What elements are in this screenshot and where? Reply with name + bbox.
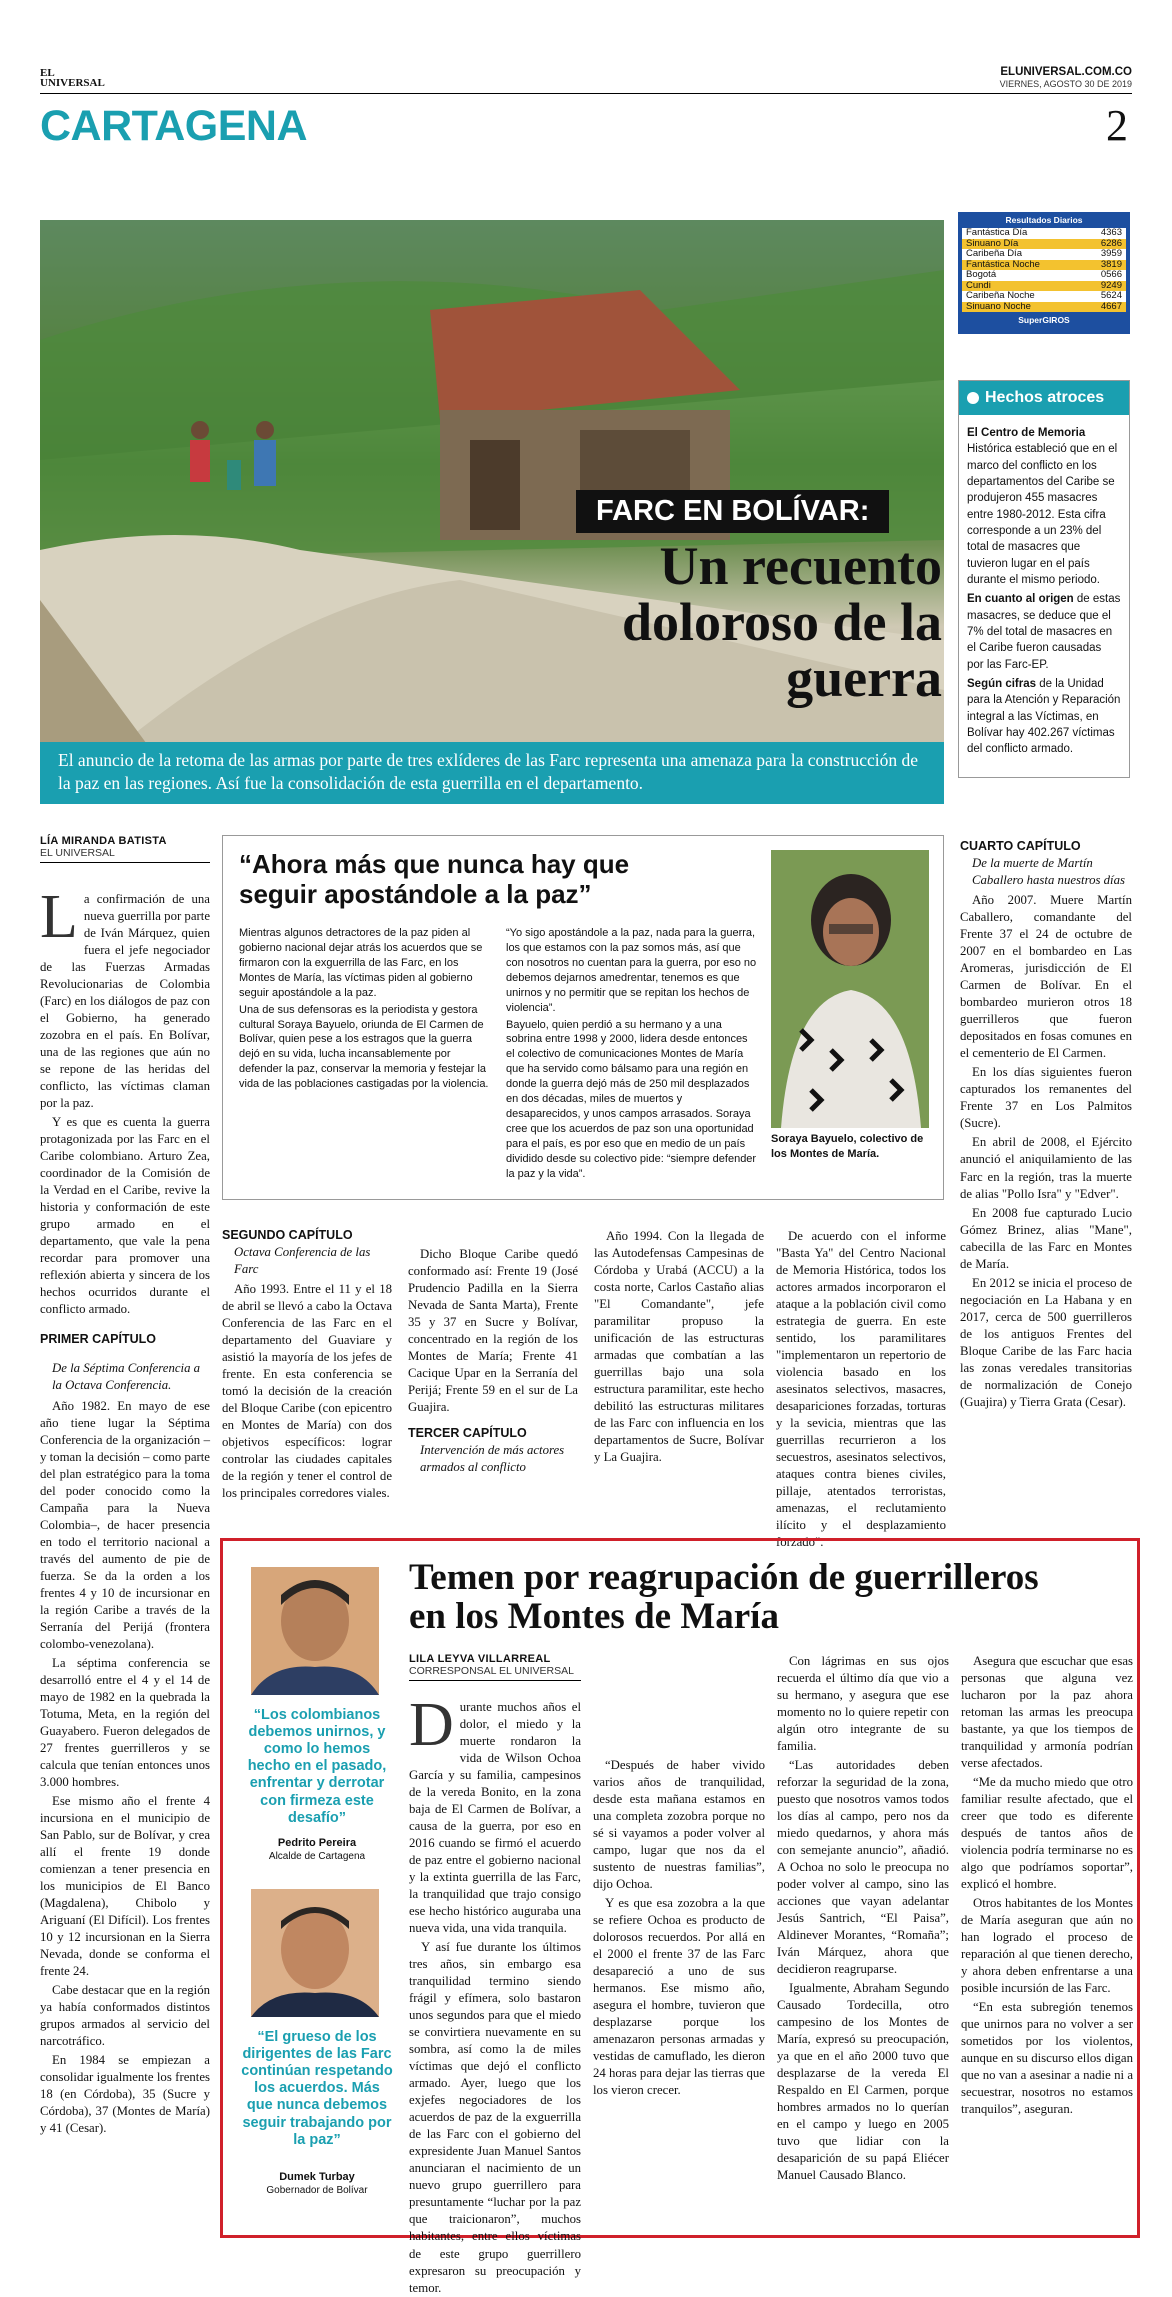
second-author: LILA LEYVA VILLARREAL	[409, 1653, 551, 1665]
masthead	[40, 64, 1132, 94]
s1-sub: De la Séptima Conferencia a la Octava Conferencia.	[52, 1361, 201, 1393]
quote-2-name: Dumek Turbay	[279, 2171, 355, 2183]
second-p5: Con lágrimas en sus ojos recuerda el último día que vio a su hermano, y asegura que ese momento no lo quiere repetir con algún otro integrante de su familia.	[777, 1654, 949, 1754]
second-col-3	[777, 1653, 949, 2233]
main-p5: Ese mismo año el frente 4 incursiona en el municipio de San Pablo, sur de Bolívar, y crea allí el frente 19 donde comienzan a tener presencia en los municipios de El Banco (Magdalena), Chibolo y Ariguaní (El Difícil). Los frentes 10 y 12 incursionan en la Sierra Nevada, donde se conforma el frente 24.	[40, 1794, 210, 1979]
main-article-col-6	[960, 835, 1132, 1530]
main-p6: Cabe destacar que en la región ya había conformados distintos grupos armados al servicio del narcotráfico.	[40, 1983, 210, 2049]
sidebar-header	[959, 381, 1129, 415]
portrait-man-1-illustration	[251, 1567, 379, 1695]
lottery-value: 9249	[1100, 279, 1122, 291]
s1-title: PRIMER CAPÍTULO	[40, 1332, 156, 1347]
lottery-row	[962, 291, 1126, 302]
quote-2-role: Gobernador de Bolívar	[266, 2185, 368, 2196]
section-title: CARTAGENA	[40, 102, 308, 150]
lottery-row	[962, 302, 1126, 313]
site-url[interactable]: ELUNIVERSAL.COM.CO	[1000, 66, 1132, 78]
main-p11: De acuerdo con el informe "Basta Ya" del Centro Nacional de Memoria Histórica, todos los actores armados incorporaron el ataque a la población civil como estrategia de guerra. En este sentido, los paramilitares "implementaron un repertorio de violencia basado en los asesinatos selectivos, masacres, desapariciones forzadas, torturas y la sevicia, mientras que las guerrillas recurrieron a los secuestros, asesinatos selectivos, ataques contra bienes civiles, pillaje, atentados terroristas, amenazas, el reclutamiento ilícito y el desplazamiento forzado".	[776, 1229, 946, 1550]
portrait-pereira	[251, 1567, 379, 1695]
lottery-value: 4363	[1100, 227, 1122, 238]
sidebar-box	[958, 380, 1130, 778]
main-article-col-2	[222, 1228, 392, 1528]
second-article-box	[220, 1538, 1140, 2295]
interview-c2b: Bayuelo, quien perdió a su hermano y a una sobrina entre 1998 y 2000, lidera desde entonces el colectivo de comunicaciones Montes de María que ha servido como bálsamo para una región en donde la guerra dejó más de 250 mil desplazados en dos décadas, miles de muertos y desaparecidos, y unos campos arrasados. Soraya cree que los acuerdos de paz son una oportunidad para el país, es por eso que en medio de un país dividido desde su colectivo pide: “siempre defender la paz y la vida”.	[506, 1018, 757, 1181]
page-number: 2	[1106, 101, 1128, 150]
hero-headline: Un recuento doloroso de la guerra	[621, 536, 942, 709]
main-p7: En 1984 se empiezan a consolidar igualmente los frentes 18 (en Córdoba), 35 (Sucre y Córdoba), 37 (Montes de María) y 41 (Cesar).	[40, 2053, 210, 2136]
s4-sub: De la muerte de Martín Caballero hasta nuestros días	[972, 856, 1125, 887]
newspaper-logo[interactable]: EL UNIVERSAL	[40, 67, 105, 89]
second-p7: Igualmente, Abraham Segundo Causado Tordecilla, otro campesino de los Montes de María, expresó su preocupación, ya que en el año 2000 tuvo que desplazarse de la vereda El Respaldo en El Carmen, porque hombres armados no lo querían en el campo y luego en 2005 tuvo que lidiar con la desaparición de su papá Eliécer Manuel Causado Blanco.	[777, 1981, 949, 2183]
portrait-man-2-illustration	[251, 1889, 379, 2017]
lottery-name: Fantástica Noche	[966, 258, 1040, 270]
quote-1: “Los colombianos debemos unirnos, y como lo hemos hecho en el pasado, enfrentar y derrotar con firmeza este desafío”	[247, 1707, 387, 1826]
s4-title: CUARTO CAPÍTULO	[960, 839, 1081, 853]
sidebar-p1: Histórica estableció que en el marco del conflicto en los departamentos del Caribe se produjeron 455 masacres entre 1980-2012. Esta cifra corresponde a un 23% del total de masacres que tuvieron lugar en el país durante el mismo periodo.	[967, 443, 1118, 586]
main-p1: a confirmación de una nueva guerrilla por parte de Iván Márquez, quien fuera el jefe negociador de las Fuerzas Armadas Revolucionarias de Colombia (Farc) en los diálogos de paz con el Gobierno, ha generado zozobra en el país. En Bolívar, una de las regiones que aún no se repone de las heridas del conflicto, las víctimas claman por la paz.	[40, 892, 211, 1111]
lottery-row	[962, 228, 1126, 239]
second-p1: urante muchos años el dolor, el miedo y la muerte rondaron la vida de Wilson Ochoa García y su familia, campesinos de la vereda Bonito, en la zona baja de El Carmen de Bolívar, a causa de la guerra, por eso en 2016 cuando se firmó el acuerdo de paz entre el gobierno nacional y la extinta guerrilla de las Farc, la tranquilidad que trajo consigo ese hecho histórico auguraba una nueva vida, una vida tranquila.	[409, 1700, 581, 1936]
main-p8: Año 1993. Entre el 11 y el 18 de abril se llevó a cabo la Octava Conferencia de las Farc en el departamento del Guaviare y asistió la mayoría de los jefes de frente. En esta conferencia se tomó la decisión de la creación del Bloque Caribe (con epicentro en Montes de María) con dos objetivos específicos: lograr controlar las ciudades capitales de la región y tener el control de los principales corredores viales.	[222, 1282, 392, 1501]
second-dropcap: D	[409, 1691, 454, 1759]
second-p9: “Me da mucho miedo que otro familiar resulte afectado, que el creer que todo es diferente después de tantos años de violencia podría terminarse no es algo que podríamos soportar”, explicó el hombre.	[961, 1775, 1133, 1892]
lottery-row	[962, 249, 1126, 260]
second-p8: Asegura que escuchar que esas personas que alguna vez lucharon por la paz ahora retoman las armas les preocupa bastante, ya que los tiempos de tranquilidad y armonía podrían verse afectados.	[961, 1654, 1133, 1771]
main-p9: Dicho Bloque Caribe quedó conformado así: Frente 19 (José Prudencio Padilla en la Sierra Nevada de Santa Marta), Frente 35 y 37 en Sucre y Bolívar, concentrado en la región de los Montes de María; Frente 41 Cacique Upar en la Serranía del Perijá; Frente 59 en el sur de La Guajira.	[408, 1247, 578, 1415]
quote-1-name: Pedrito Pereira	[277, 1837, 357, 1849]
s3-title: TERCER CAPÍTULO	[408, 1426, 527, 1441]
main-p13: En los días siguientes fueron capturados los remanentes del Frente 37 en Los Palmitos (Sucre).	[960, 1065, 1132, 1131]
lottery-rows	[962, 228, 1126, 312]
s2-sub: Octava Conferencia de las Farc	[234, 1245, 371, 1276]
hero-deck: El anuncio de la retoma de las armas por parte de tres exlíderes de las Farc representa una amenaza para la construcción de la paz en las regiones. Así fue la consolidación de esta guerrilla en el departamento.	[40, 742, 944, 804]
main-author: LÍA MIRANDA BATISTA	[40, 835, 167, 847]
second-p11: “En esta subregión tenemos que unirnos para no volver a ser sometidos por los violentos, aunque en su discurso ellos digan que no van a asesinar a nadie ni a secuestrar, nosotros no estamos tranquilos”, aseguran.	[961, 2000, 1133, 2117]
main-article-col-1	[40, 835, 210, 2205]
main-article-col-5	[776, 1228, 946, 1550]
quote-1-role: Alcalde de Cartagena	[268, 1851, 366, 1862]
lottery-value: 5624	[1100, 290, 1122, 301]
interview-headline: “Ahora más que nunca hay que seguir apostándole a la paz”	[239, 849, 630, 909]
s2-title: SEGUNDO CAPÍTULO	[222, 1228, 353, 1242]
lottery-value: 3959	[1100, 248, 1122, 259]
sidebar-p1-lead: El Centro de Memoria	[967, 427, 1086, 439]
lottery-row	[962, 270, 1126, 281]
lottery-results-box	[958, 212, 1130, 334]
main-p12: Año 2007. Muere Martín Caballero, comandante del Frente 37 el 24 de octubre de 2007 en el bombardeo en Las Aromeras, jurisdicción de El Carmen de Bolívar. En el bombardeo murieron otros 18 guerrilleros que fueron depositados en fosas comunes en el cementerio de El Carmen.	[960, 893, 1132, 1061]
main-p4: La séptima conferencia se desarrolló entre el 4 y el 14 de mayo de 1982 en la quebrada la Totuma, Meta, en la región del Guayabero. Fueron delegados de 27 frentes guerrilleros y se calcula que tenían entonces unos 3.000 hombres.	[40, 1655, 210, 1789]
lottery-value: 0566	[1100, 269, 1122, 280]
main-dropcap: L	[40, 883, 78, 951]
second-headline: Temen por reagrupación de guerrilleros en los Montes de María	[409, 1557, 1039, 1637]
second-p10: Otros habitantes de los Montes de María aseguran que aún no han logrado el proceso de reparación al que tienen derecho, y ahora deben enfrentarse a una posible incursión de las Farc.	[961, 1896, 1133, 1996]
main-p3: Año 1982. En mayo de ese año tiene lugar la Séptima Conferencia de la organización – y toman la decisión – como parte del plan estratégico para la toma del poder conocido como la Campaña para la Nueva Colombia–, de hacer presencia en todo el territorio nacional a través del aumento de pie de fuerza. Se da la orden a los frentes 4 y 10 de incursionar en la región Caribe a través de la Serranía del Perijá (frontera colombo-venezolana).	[40, 1398, 210, 1651]
issue-date: VIERNES, AGOSTO 30 DE 2019	[999, 79, 1132, 89]
interview-box	[222, 835, 944, 1200]
interview-caption: Soraya Bayuelo, colectivo de los Montes de María.	[771, 1133, 924, 1160]
lottery-value: 4667	[1100, 300, 1122, 312]
s3-sub: Intervención de más actores armados al conflicto	[420, 1443, 565, 1474]
lottery-value: 6286	[1100, 237, 1122, 249]
main-p14: En abril de 2008, el Ejército anunció el aniquilamiento de las Farc en la región, tras la muerte de alias "Pollo Isra" y "Edver".	[960, 1135, 1132, 1201]
lottery-name: Caribeña Noche	[966, 290, 1035, 301]
lottery-name: Sinuano Noche	[966, 300, 1031, 312]
quote-2: “El grueso de los dirigentes de las Farc continúan respetando los acuerdos. Más que nunca debemos seguir trabajando por la paz”	[241, 2029, 393, 2148]
hero-kicker: FARC EN BOLÍVAR:	[576, 490, 889, 533]
sidebar-p2: de estas masacres, se deduce que el 7% del total de masacres en el Caribe fueron causadas por las Farc-EP.	[967, 593, 1121, 671]
lottery-title: Resultados Diarios	[1005, 215, 1083, 225]
lottery-value: 3819	[1100, 258, 1122, 270]
second-p3: “Después de haber vivido varios años de tranquilidad, desde esta mañana estamos en una completa zozobra porque no sé si vayamos a poder volver al campo, lugar que nos da el sustento de nuestras familias”, dijo Ochoa.	[593, 1758, 765, 1892]
portrait-woman-illustration	[771, 850, 929, 1128]
second-col-4	[961, 1653, 1133, 2233]
lottery-brand: SuperGIROS	[1018, 315, 1070, 325]
sidebar-title: Hechos atroces	[985, 389, 1105, 406]
hero-photo	[40, 220, 944, 762]
main-p16: En 2012 se inicia el proceso de negociación en La Habana y en 2017, cerca de 500 guerrilleros de los antiguos Frentes del Bloque Caribe de las Farc hacia las zonas veredales transitorias de normalización de Conejo (Guajira) y Tierra Grata (Cesar).	[960, 1275, 1132, 1409]
second-p2: Y así fue durante los últimos tres años, sin embargo esa tranquilidad termino siendo frágil y efímera, solo bastaron unos segundos para que el miedo se convirtiera nuevamente en su sombra, así como la de miles víctimas que dejó el conflicto armado. Ayer, luego que los exjefes negociadores de los acuerdos de paz de la exguerrilla de las Farc con el gobierno del expresidente Juan Manuel Santos anunciaran el nacimiento de un nuevo grupo guerrillero para presuntamente “luchar por la paz que traicionaron”, muchos habitantes, entre ellos víctimas de este grupo guerrillero expresaron su preocupación y temor.	[409, 1940, 581, 2295]
sidebar-p2-lead: En cuanto al origen	[967, 593, 1074, 606]
lottery-name: Sinuano Día	[966, 237, 1019, 249]
main-article-col-4	[594, 1228, 764, 1528]
interview-c1: Mientras algunos detractores de la paz piden al gobierno nacional dejar atrás los acuerdos que se firmaron con la exguerrilla de las Farc, en los Montes de María, las víctimas piden al gobierno seguir apostándole a la paz.	[239, 926, 483, 999]
sidebar-p3: de la Unidad para la Atención y Reparación integral a las Víctimas, en Bolívar hay 402.267 víctimas del conflicto armado.	[967, 677, 1121, 756]
main-p10: Año 1994. Con la llegada de las Autodefensas Campesinas de Córdoba y Urabá (ACCU) a la costa norte, Carlos Castaño alias "El Comandante", jefe paramilitar propuso la unificación de las estructuras armadas que combatían a las guerrillas bajo una sola estructura paramilitar, este hecho debilitó las estructuras militares de las Farc con influencia en los departamentos de Sucre, Bolívar y La Guajira.	[594, 1229, 764, 1465]
interview-photo	[771, 850, 929, 1128]
interview-c1b: Una de sus defensoras es la periodista y gestora cultural Soraya Bayuelo, oriunda de El Carmen de Bolívar, quien pese a los estragos que la guerra dejó en su vida, lucha incansablemente por defender la paz, conservar la memoria y festejar la vida de las poblaciones castigadas por la violencia.	[239, 1003, 489, 1091]
lottery-name: Bogotá	[966, 269, 997, 280]
second-col-2	[593, 1653, 765, 2233]
lottery-name: Fantástica Día	[966, 227, 1028, 238]
second-p6: “Las autoridades deben reforzar la seguridad de la zona, puesto que nosotros vamos todos los días al campo, pero nos da miedo quedarnos, y ahora más con semejante anuncio”, añadió. A Ochoa no solo le preocupa no poder volver al campo, sino las acciones que vayan adelantar Jesús Santrich, “El Paisa”, Aldinever Morantes, “Romaña”; Iván Márquez, ahora que decidieron reagruparse.	[777, 1758, 949, 1977]
main-p15: En 2008 fue capturado Lucio Gómez Brinez, alias "Mane", cabecilla de las Farc en Montes de María.	[960, 1205, 1132, 1271]
bullet-icon	[967, 392, 979, 404]
second-outlet: CORRESPONSAL EL UNIVERSAL	[409, 1665, 581, 1681]
main-article-col-3	[408, 1228, 578, 1528]
lottery-name: Cundi	[966, 279, 991, 291]
interview-c2: “Yo sigo apostándole a la paz, nada para la guerra, los que estamos con la paz somos más, así que con nosotros no cuentan para la guerra, por eso no debemos dejarnos amedrentar, tenemos es que unirnos y no permitir que se repitan los hechos de violencia”.	[506, 926, 757, 1014]
lottery-name: Caribeña Día	[966, 248, 1022, 259]
sidebar-p3-lead: Según cifras	[967, 677, 1037, 690]
second-col-1	[409, 1653, 581, 2295]
second-p4: Y es que esa zozobra a la que se refiere Ochoa es producto de dolorosos recuerdos. Por allá en el 2000 el frente 37 de las Farc desapareció a uno de sus hermanos. Ese mismo año, asegura el hombre, tuvieron que desplazarse porque los amenazaron personas armadas y vestidas de camuflado, les dieron 24 horas para dejar las tierras que los vieron crecer.	[593, 1896, 765, 2098]
main-p2: Y es que es cuenta la guerra protagonizada por las Farc en el Caribe colombiano. Arturo Zea, coordinador de la Comisión de la Verdad en el Caribe, revive la historia y conformación de este grupo armado en el departamento, que vale la pena recordar para promover una reflexión abierta y sincera de los hechos ocurridos durante el conflicto armado.	[40, 1115, 210, 1317]
portrait-turbay	[251, 1889, 379, 2017]
main-outlet: EL UNIVERSAL	[40, 847, 210, 863]
